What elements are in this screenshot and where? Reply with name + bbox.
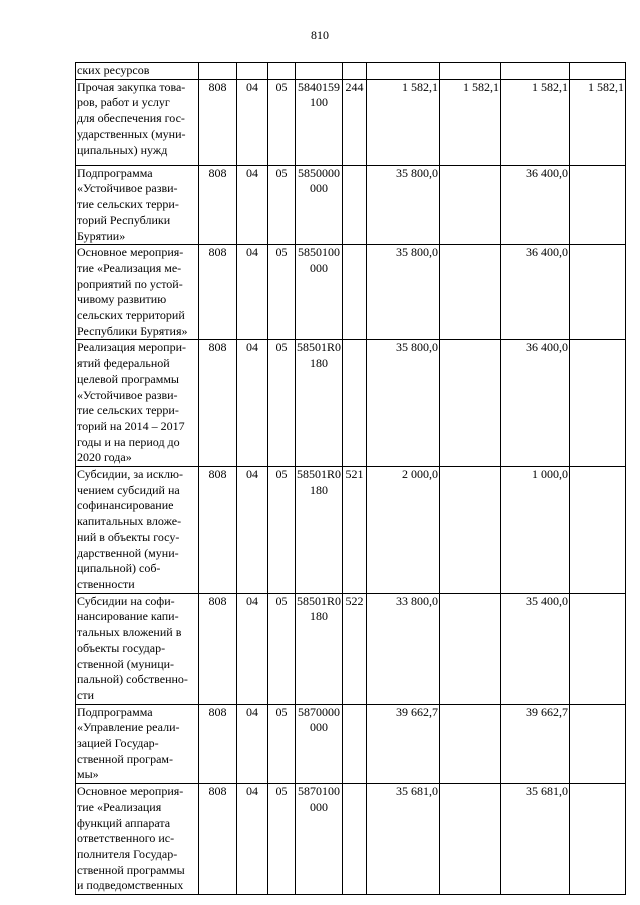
item-name-line: тие сельских терри-: [77, 403, 179, 418]
item-name-line: ственной програм-: [77, 751, 174, 766]
item-name-line: ятий федеральной: [77, 356, 170, 371]
cell-amount-3: 36 400,0: [501, 165, 570, 245]
item-name-line: 2020 года»: [77, 450, 132, 465]
cell-target-article-code: 5850000000: [296, 165, 343, 245]
item-name-line: Основное мероприя-: [77, 245, 184, 260]
cell-amount-2: [440, 784, 501, 895]
cell-item-name: [76, 784, 199, 895]
cell-expense-type-code: [343, 63, 367, 80]
cell-amount-4: 1 582,1: [570, 79, 626, 165]
cell-admin-code: 808: [199, 467, 237, 594]
cell-amount-2: [440, 165, 501, 245]
cell-amount-4: [570, 593, 626, 704]
item-name-line: «Управление реали-: [77, 720, 180, 735]
cell-amount-1: 35 681,0: [367, 784, 440, 895]
item-name-line: сти: [77, 687, 94, 702]
item-name-line: чивому развитию: [77, 292, 167, 307]
cell-subsection-code: 05: [268, 340, 296, 467]
cell-section-code: 04: [237, 340, 268, 467]
cell-amount-2: [440, 704, 501, 784]
cell-amount-1: 1 582,1: [367, 79, 440, 165]
cell-amount-1: 33 800,0: [367, 593, 440, 704]
item-name-line: дарственной (муни-: [77, 545, 179, 560]
item-name-line: тальных вложений в: [77, 625, 182, 640]
cell-amount-1: 35 800,0: [367, 245, 440, 340]
table-row: [76, 340, 626, 467]
cell-subsection-code: 05: [268, 784, 296, 895]
item-name-line: Основное мероприя-: [77, 784, 184, 799]
cell-target-article-code: [296, 63, 343, 80]
cell-amount-3: 35 681,0: [501, 784, 570, 895]
cell-section-code: 04: [237, 784, 268, 895]
table-row: [76, 165, 626, 245]
cell-expense-type-code: 522: [343, 593, 367, 704]
cell-section-code: 04: [237, 593, 268, 704]
item-name-line: сельских территорий: [77, 308, 185, 323]
cell-subsection-code: 05: [268, 165, 296, 245]
cell-section-code: 04: [237, 245, 268, 340]
item-name-line: ципальной) соб-: [77, 561, 161, 576]
cell-amount-1: 35 800,0: [367, 165, 440, 245]
item-name-line: ственности: [77, 576, 135, 591]
cell-expense-type-code: [343, 340, 367, 467]
cell-section-code: 04: [237, 704, 268, 784]
cell-admin-code: 808: [199, 593, 237, 704]
cell-section-code: 04: [237, 467, 268, 594]
cell-target-article-code: 58501R0180: [296, 467, 343, 594]
cell-expense-type-code: [343, 784, 367, 895]
item-name-line: тие сельских терри-: [77, 197, 179, 212]
item-name-line: ров, работ и услуг: [77, 95, 170, 110]
item-name-line: зацией Государ-: [77, 736, 159, 751]
item-name-line: ственной программы: [77, 862, 185, 877]
cell-amount-2: [440, 245, 501, 340]
item-name-line: ских ресурсов: [77, 63, 150, 77]
cell-target-article-code: 58501R0180: [296, 593, 343, 704]
cell-admin-code: 808: [199, 704, 237, 784]
item-name-line: целевой программы: [77, 371, 179, 386]
cell-item-name: [76, 467, 199, 594]
cell-item-name: [76, 704, 199, 784]
item-name-line: торий Республики: [77, 212, 171, 227]
table-row: [76, 79, 626, 165]
item-name-line: ударственных (муни-: [77, 126, 186, 141]
cell-amount-3: 35 400,0: [501, 593, 570, 704]
cell-amount-3: 39 662,7: [501, 704, 570, 784]
cell-section-code: [237, 63, 268, 80]
item-name-line: пальной) собственно-: [77, 672, 188, 687]
cell-amount-3: [501, 63, 570, 80]
item-name-line: капитальных вложе-: [77, 514, 182, 529]
cell-subsection-code: 05: [268, 79, 296, 165]
cell-subsection-code: 05: [268, 593, 296, 704]
budget-table: [75, 62, 626, 895]
cell-expense-type-code: [343, 165, 367, 245]
cell-item-name: [76, 340, 199, 467]
cell-amount-1: 2 000,0: [367, 467, 440, 594]
cell-expense-type-code: [343, 704, 367, 784]
item-name-line: чением субсидий на: [77, 482, 180, 497]
table-row: [76, 784, 626, 895]
item-name-line: Субсидии, за исклю-: [77, 467, 183, 482]
item-name-line: тие «Реализация: [77, 799, 162, 814]
cell-amount-3: 36 400,0: [501, 245, 570, 340]
cell-expense-type-code: [343, 245, 367, 340]
cell-target-article-code: 58501R0180: [296, 340, 343, 467]
cell-target-article-code: 5870000000: [296, 704, 343, 784]
cell-amount-4: [570, 340, 626, 467]
item-name-line: полнителя Государ-: [77, 846, 178, 861]
cell-amount-2: [440, 467, 501, 594]
cell-admin-code: 808: [199, 165, 237, 245]
cell-amount-1: 39 662,7: [367, 704, 440, 784]
cell-target-article-code: 5850100000: [296, 245, 343, 340]
cell-admin-code: 808: [199, 79, 237, 165]
item-name-line: функций аппарата: [77, 815, 171, 830]
cell-item-name: [76, 245, 199, 340]
item-name-line: Прочая закупка това-: [77, 79, 186, 94]
item-name-line: «Устойчивое разви-: [77, 181, 178, 196]
cell-item-name: [76, 165, 199, 245]
item-name-line: Реализация меропри-: [77, 340, 187, 355]
cell-amount-1: [367, 63, 440, 80]
table-row: [76, 467, 626, 594]
item-name-line: «Устойчивое разви-: [77, 387, 178, 402]
table-row: [76, 63, 626, 80]
cell-amount-2: [440, 340, 501, 467]
item-name-line: Субсидии на софи-: [77, 593, 175, 608]
cell-amount-2: [440, 593, 501, 704]
cell-section-code: 04: [237, 79, 268, 165]
cell-subsection-code: 05: [268, 467, 296, 594]
item-name-line: объекты государ-: [77, 640, 166, 655]
item-name-line: нансирование капи-: [77, 609, 179, 624]
item-name-line: ственной (муници-: [77, 656, 175, 671]
cell-amount-4: [570, 165, 626, 245]
cell-amount-4: [570, 63, 626, 80]
cell-item-name: [76, 63, 199, 80]
item-name-line: ответственного ис-: [77, 831, 175, 846]
item-name-line: тие «Реализация ме-: [77, 260, 182, 275]
cell-admin-code: 808: [199, 340, 237, 467]
page-number: 810: [311, 28, 329, 42]
table-row: [76, 704, 626, 784]
table-body: [76, 63, 626, 895]
cell-amount-4: [570, 245, 626, 340]
cell-target-article-code: 5870100000: [296, 784, 343, 895]
cell-target-article-code: 5840159100: [296, 79, 343, 165]
cell-section-code: 04: [237, 165, 268, 245]
cell-admin-code: 808: [199, 784, 237, 895]
table-row: [76, 593, 626, 704]
cell-amount-4: [570, 467, 626, 594]
cell-amount-1: 35 800,0: [367, 340, 440, 467]
item-name-line: ципальных) нужд: [77, 142, 168, 157]
cell-amount-3: 1 582,1: [501, 79, 570, 165]
cell-amount-2: 1 582,1: [440, 79, 501, 165]
cell-item-name: [76, 79, 199, 165]
item-name-line: Подпрограмма: [77, 165, 153, 180]
cell-expense-type-code: 244: [343, 79, 367, 165]
item-name-line: для обеспечения гос-: [77, 111, 185, 126]
cell-admin-code: [199, 63, 237, 80]
cell-subsection-code: 05: [268, 245, 296, 340]
item-name-line: роприятий по устой-: [77, 276, 183, 291]
item-name-line: торий на 2014 – 2017: [77, 418, 185, 433]
item-name-line: Бурятии»: [77, 228, 126, 243]
cell-amount-2: [440, 63, 501, 80]
item-name-line: ний в объекты госу-: [77, 529, 180, 544]
cell-item-name: [76, 593, 199, 704]
cell-subsection-code: [268, 63, 296, 80]
item-name-line: и подведомственных: [77, 878, 184, 893]
item-name-line: софинансирование: [77, 498, 174, 513]
cell-expense-type-code: 521: [343, 467, 367, 594]
item-name-line: годы и на период до: [77, 434, 180, 449]
cell-amount-4: [570, 704, 626, 784]
item-name-line: Республики Бурятия»: [77, 323, 188, 338]
cell-amount-4: [570, 784, 626, 895]
cell-subsection-code: 05: [268, 704, 296, 784]
cell-amount-3: 1 000,0: [501, 467, 570, 594]
item-name-line: Подпрограмма: [77, 704, 153, 719]
cell-amount-3: 36 400,0: [501, 340, 570, 467]
item-name-line: мы»: [77, 767, 99, 782]
table-row: [76, 245, 626, 340]
cell-admin-code: 808: [199, 245, 237, 340]
